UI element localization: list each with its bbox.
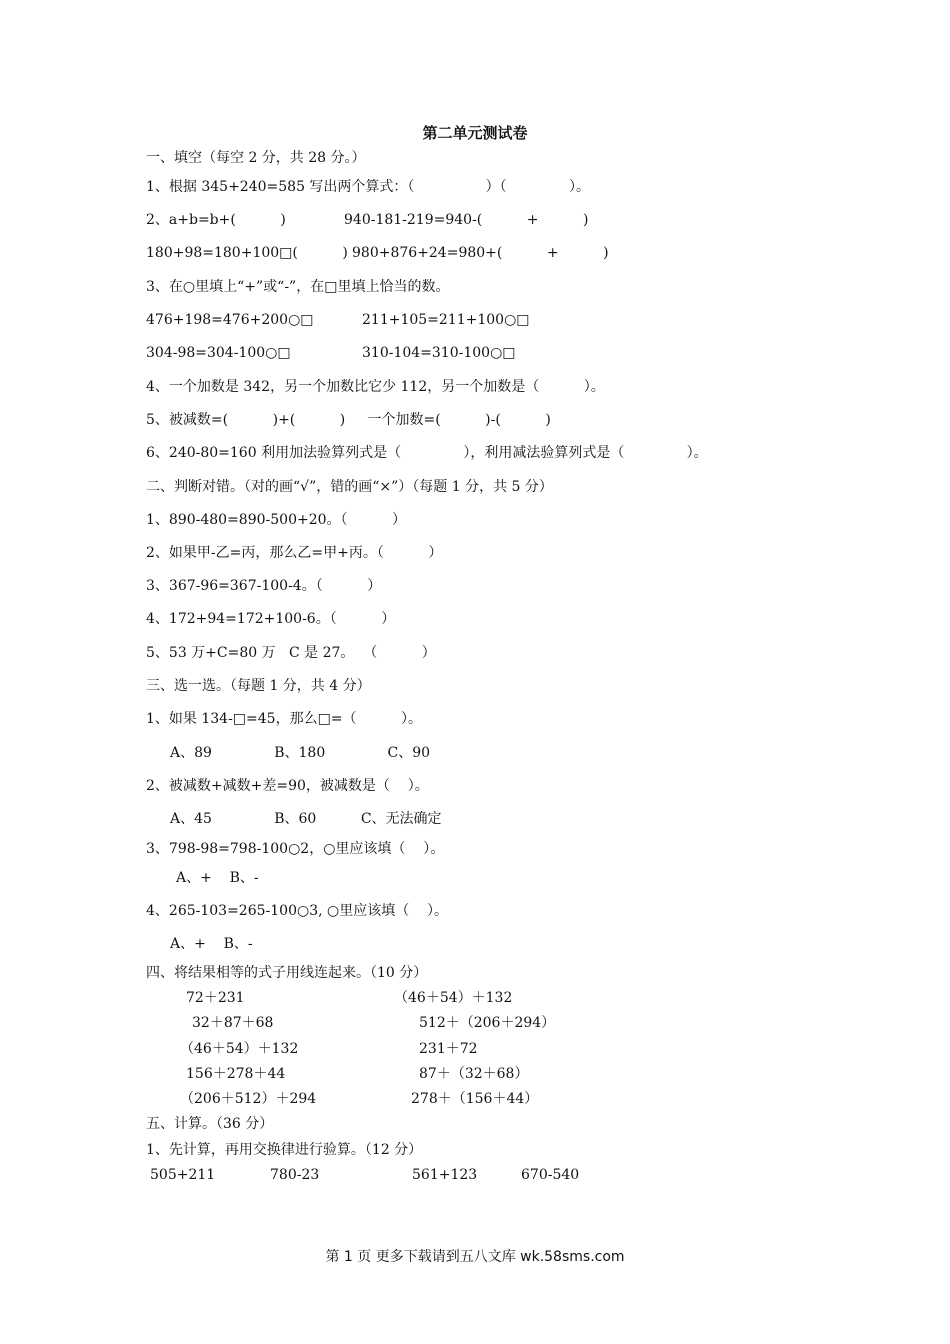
s1-question-2c: 180+98=180+100□( ) [146, 245, 348, 261]
s1-question-1: 1、根据 345+240=585 写出两个算式：（ ）（ ）。 [146, 179, 590, 195]
match-left-1: 72＋231 [186, 990, 245, 1006]
s2-question-2: 2、如果甲-乙=丙，那么乙=甲+丙。（ ） [146, 545, 443, 561]
s1-question-3a: 476+198=476+200○□ [146, 312, 314, 328]
s3-question-2: 2、被减数+减数+差=90，被减数是（ ）。 [146, 778, 429, 794]
s1-question-3d: 310-104=310-100○□ [362, 345, 516, 361]
page-title: 第二单元测试卷 [422, 124, 528, 142]
section-3-heading: 三、选一选。（每题 1 分，共 4 分） [146, 678, 371, 694]
s1-question-3c: 304-98=304-100○□ [146, 345, 291, 361]
match-left-4: 156＋278＋44 [186, 1066, 286, 1082]
s3-question-3: 3、798-98=798-100○2，○里应该填（ ）。 [146, 841, 445, 857]
calc-expression-4: 670-540 [521, 1167, 580, 1183]
s1-question-5: 5、被减数=( )+( ) 一个加数=( )-( ) [146, 412, 551, 428]
s3-question-4: 4、265-103=265-100○3, ○里应该填（ ）。 [146, 903, 449, 919]
s3-question-3-options: A、+ B、- [176, 870, 259, 886]
s3-question-4-options: A、+ B、- [170, 936, 253, 952]
calc-expression-2: 780-23 [270, 1167, 320, 1183]
match-right-1: （46＋54）＋132 [394, 990, 513, 1006]
match-right-3: 231＋72 [419, 1041, 478, 1057]
page-footer: 第 1 页 更多下载请到五八文库 wk.58sms.com [325, 1249, 625, 1265]
s5-question-1: 1、先计算，再用交换律进行验算。（12 分） [146, 1142, 423, 1158]
s2-question-5: 5、53 万+C=80 万 C 是 27。 （ ） [146, 645, 436, 661]
calc-expression-1: 505+211 [150, 1167, 216, 1183]
s2-question-3: 3、367-96=367-100-4。（ ） [146, 578, 382, 594]
s1-question-6: 6、240-80=160 利用加法验算列式是（ ），利用减法验算列式是（ ）。 [146, 445, 708, 461]
s1-question-3b: 211+105=211+100○□ [362, 312, 530, 328]
match-left-5: （206＋512）＋294 [180, 1091, 317, 1107]
match-right-5: 278＋（156＋44） [411, 1091, 539, 1107]
s3-question-1: 1、如果 134-□=45，那么□=（ ）。 [146, 711, 423, 727]
s2-question-1: 1、890-480=890-500+20。（ ） [146, 512, 407, 528]
s1-question-2b: 940-181-219=940-( + ) [344, 212, 589, 228]
match-right-2: 512＋（206＋294） [419, 1015, 556, 1031]
s3-question-1-options: A、89 B、180 C、90 [170, 745, 431, 761]
s3-question-2-options: A、45 B、60 C、无法确定 [170, 811, 442, 827]
s1-question-2d: 980+876+24=980+( + ) [352, 245, 609, 261]
s2-question-4: 4、172+94=172+100-6。（ ） [146, 611, 396, 627]
section-1-heading: 一、填空（每空 2 分，共 28 分。） [146, 150, 366, 166]
s1-question-4: 4、一个加数是 342，另一个加数比它少 112，另一个加数是（ ）。 [146, 379, 605, 395]
section-5-heading: 五、计算。（36 分） [146, 1116, 274, 1132]
match-left-3: （46＋54）＋132 [180, 1041, 299, 1057]
s1-question-2a: 2、a+b=b+( ) [146, 212, 286, 228]
calc-expression-3: 561+123 [412, 1167, 478, 1183]
match-right-4: 87＋（32＋68） [419, 1066, 529, 1082]
match-left-2: 32＋87＋68 [192, 1015, 274, 1031]
s1-question-3: 3、在○里填上“+”或“-”，在□里填上恰当的数。 [146, 279, 450, 295]
section-2-heading: 二、判断对错。（对的画“√”，错的画“×”）（每题 1 分，共 5 分） [146, 479, 553, 495]
section-4-heading: 四、将结果相等的式子用线连起来。（10 分） [146, 965, 428, 981]
